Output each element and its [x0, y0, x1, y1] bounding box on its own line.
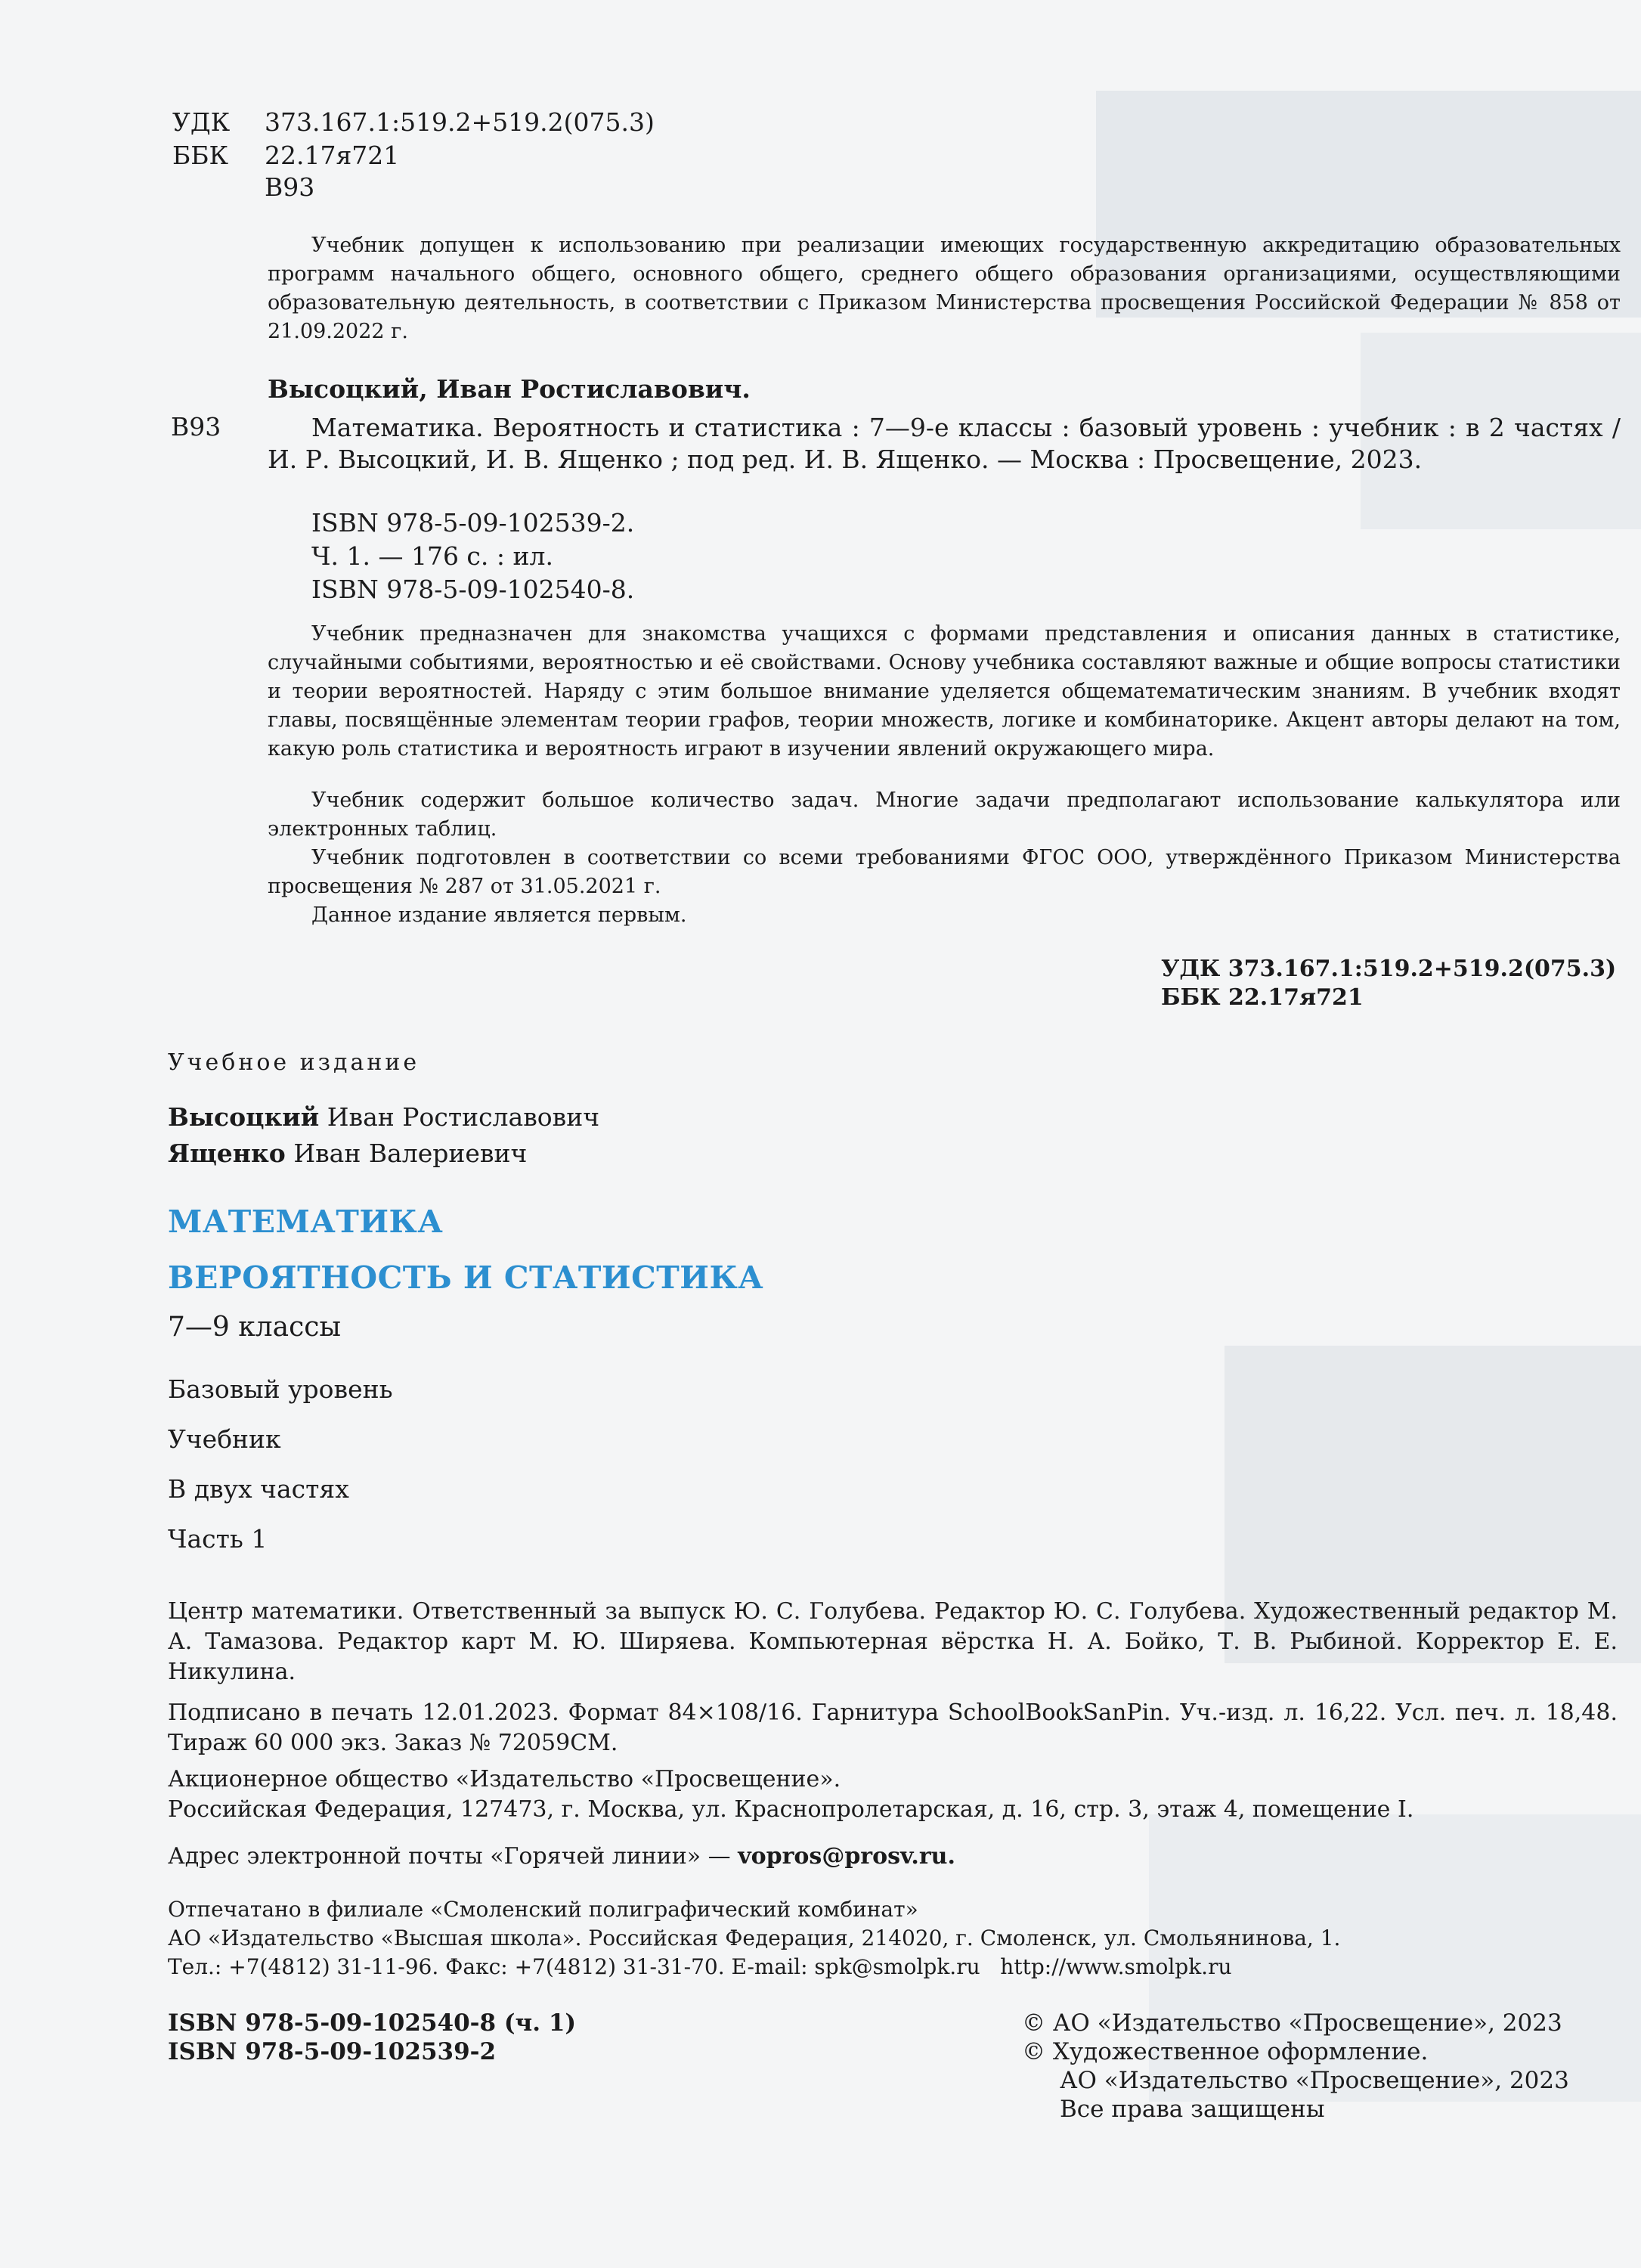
- copyright-design-owner: АО «Издательство «Просвещение», 2023: [1060, 2067, 1569, 2094]
- staff-credits: Центр математики. Ответственный за выпуск Ю. С. Голубева. Редактор Ю. С. Голубева. Художественный редактор М. А. Тамазова. Редактор карт М. Ю. Ширяева. Компьютерная вёрстка Н. А. Бойко, Т. В. Рыбиной. Корректор Е. Е. Никулина.: [168, 1598, 1618, 1685]
- udk-label: УДК: [172, 107, 231, 137]
- publisher-address: Российская Федерация, 127473, г. Москва, ул. Краснопролетарская, д. 16, стр. 3, этаж 4, помещение I.: [168, 1796, 1414, 1823]
- publisher-name: Акционерное общество «Издательство «Просвещение».: [168, 1766, 841, 1792]
- annotation-paragraph: Учебник предназначен для знакомства учащихся с формами представления и описания данных в статистике, случайными событиями, вероятностью и её свойствами. Основу учебника составляют важные и общие вопросы статистики и теории вероятностей. Наряду с этим большое внимание уделяется общематематическим знаниям. В учебник входят главы, посвящённые элементам теории графов, теории множеств, логике и комбинаторике. Акцент авторы делают на том, какую роль статистика и вероятность играют в изучении явлений окружающего мира.: [268, 622, 1621, 761]
- catalog-description: Математика. Вероятность и статистика : 7—9-е классы : базовый уровень : учебник : в 2 частях / И. Р. Высоцкий, И. В. Ященко ; под ред. И. В. Ященко. — Москва : Просвещение, 2023.: [268, 413, 1621, 474]
- book-title-line2: ВЕРОЯТНОСТЬ И СТАТИСТИКА: [168, 1259, 764, 1296]
- catalog-mark: В93: [171, 412, 221, 442]
- catalog-part-info: Ч. 1. — 176 с. : ил.: [311, 541, 553, 571]
- rights-reserved: Все права защищены: [1060, 2096, 1325, 2123]
- author1-surname: Высоцкий: [168, 1102, 320, 1132]
- printer-contacts: Тел.: +7(4812) 31-11-96. Факс: +7(4812) 31-31-70. E-mail: spk@smolpk.ru http://www.smolpk.ru: [168, 1954, 1232, 1979]
- bbk-right: ББК 22.17я721: [1161, 984, 1364, 1011]
- author1-name: Иван Ростиславович: [327, 1102, 600, 1132]
- grades: 7—9 классы: [168, 1312, 342, 1343]
- copyright-publisher: © АО «Издательство «Просвещение», 2023: [1022, 2009, 1562, 2037]
- footer-isbn-full: ISBN 978-5-09-102539-2: [168, 2038, 497, 2065]
- author-mark: В93: [265, 172, 315, 202]
- part-number: Часть 1: [168, 1524, 268, 1554]
- catalog-isbn-full: ISBN 978-5-09-102539-2.: [311, 508, 635, 538]
- annotation-paragraph: Учебник подготовлен в соответствии со всеми требованиями ФГОС ООО, утверждённого Приказом Министерства просвещения № 287 от 31.05.2021 г.: [268, 846, 1621, 898]
- level: Базовый уровень: [168, 1374, 393, 1404]
- print-details: Подписано в печать 12.01.2023. Формат 84×108/16. Гарнитура SchoolBookSanPin. Уч.-изд. л. 16,22. Усл. печ. л. 18,48. Тираж 60 000 экз. Заказ № 72059СМ.: [168, 1699, 1618, 1756]
- author2-surname: Ященко: [168, 1139, 286, 1168]
- email-label: Адрес электронной почты «Горячей линии» —: [168, 1843, 731, 1870]
- annotation-paragraph: Учебник содержит большое количество задач. Многие задачи предполагают использование калькулятора или электронных таблиц.: [268, 789, 1621, 841]
- udk-value: 373.167.1:519.2+519.2(075.3): [265, 107, 655, 137]
- parts: В двух частях: [168, 1474, 349, 1504]
- printed-at: Отпечатано в филиале «Смоленский полиграфический комбинат»: [168, 1897, 918, 1922]
- catalog-isbn-part: ISBN 978-5-09-102540-8.: [311, 575, 635, 604]
- bbk-value: 22.17я721: [265, 141, 400, 170]
- book-title-line1: МАТЕМАТИКА: [168, 1204, 444, 1240]
- approval-text: Учебник допущен к использованию при реализации имеющих государственную аккредитацию образовательных программ начального общего, основного общего, среднего общего образования организациями, осуществляющими образовательную деятельность, в соответствии с Приказом Министерства просвещения Российской Федерации № 858 от 21.09.2022 г.: [268, 234, 1621, 343]
- edition-type: Учебное издание: [168, 1049, 420, 1076]
- author2-name: Иван Валериевич: [293, 1139, 528, 1168]
- catalog-author-heading: Высоцкий, Иван Ростиславович.: [268, 374, 751, 404]
- footer-isbn-part: ISBN 978-5-09-102540-8 (ч. 1): [168, 2009, 577, 2037]
- email-link[interactable]: vopros@prosv.ru.: [738, 1843, 955, 1870]
- udk-right: УДК 373.167.1:519.2+519.2(075.3): [1161, 956, 1617, 982]
- bbk-label: ББК: [172, 141, 229, 170]
- copyright-design: © Художественное оформление.: [1022, 2038, 1429, 2065]
- printer-name: АО «Издательство «Высшая школа». Российская Федерация, 214020, г. Смоленск, ул. Смольянинова, 1.: [168, 1926, 1341, 1950]
- annotation-paragraph: Данное издание является первым.: [311, 903, 687, 927]
- kind: Учебник: [168, 1424, 281, 1454]
